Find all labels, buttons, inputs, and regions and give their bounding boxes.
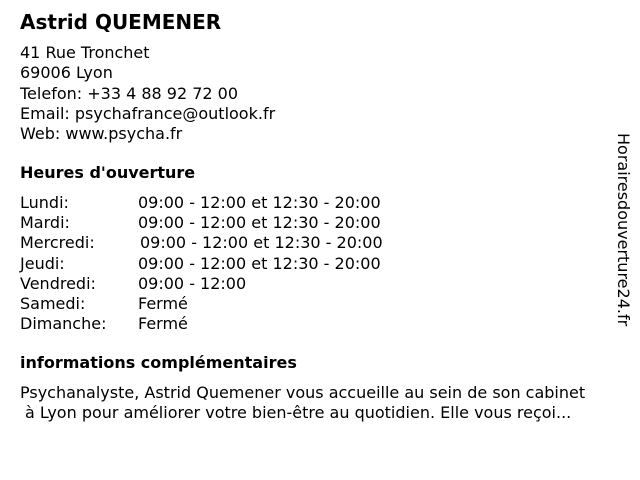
hours-row-thursday (20, 254, 440, 274)
time-value: 09:00 - 12:00 et 12:30 - 20:00 (140, 233, 383, 253)
day-label: Lundi: (20, 193, 69, 212)
day-label: Dimanche: (20, 314, 107, 334)
opening-hours-heading: Heures d'ouverture (20, 163, 196, 182)
business-name: Astrid QUEMENER (20, 10, 222, 34)
time-value: Fermé (138, 314, 188, 334)
time-value: 09:00 - 12:00 et 12:30 - 20:00 (138, 193, 381, 212)
description (20, 383, 635, 424)
hours-row-sunday (20, 314, 440, 334)
web-line: Web: www.psycha.fr (20, 124, 183, 144)
additional-info-heading: informations complémentaires (20, 353, 297, 372)
time-value: 09:00 - 12:00 et 12:30 - 20:00 (138, 213, 381, 233)
phone-line: Telefon: +33 4 88 92 72 00 (20, 83, 239, 103)
day-label: Mercredi: (20, 233, 95, 253)
email-line: Email: psychafrance@outlook.fr (20, 103, 276, 123)
description-line: à Lyon pour améliorer votre bien-être au quotidien. Elle vous reçoi... (25, 403, 572, 423)
time-value: Fermé (138, 293, 188, 313)
time-value: 09:00 - 12:00 et 12:30 - 20:00 (138, 253, 381, 273)
street-address: 41 Rue Tronchet (20, 43, 150, 62)
day-label: Vendredi: (20, 273, 96, 293)
hours-row-tuesday (20, 213, 440, 233)
site-watermark (613, 133, 635, 343)
description-line: Psychanalyste, Astrid Quemener vous accueille au sein de son cabinet (20, 383, 586, 402)
hours-row-saturday (20, 294, 440, 314)
hours-row-wednesday (20, 233, 440, 253)
opening-hours-table (20, 193, 440, 334)
contact-block (20, 43, 275, 144)
city-postcode: 69006 Lyon (20, 63, 113, 83)
day-label: Mardi: (20, 213, 70, 233)
time-value: 09:00 - 12:00 (138, 273, 247, 293)
day-label: Jeudi: (20, 253, 65, 273)
hours-row-friday (20, 274, 440, 294)
hours-row-monday (20, 193, 440, 213)
day-label: Samedi: (20, 293, 86, 313)
watermark-text: Horairesdouverture24.fr (614, 133, 633, 327)
